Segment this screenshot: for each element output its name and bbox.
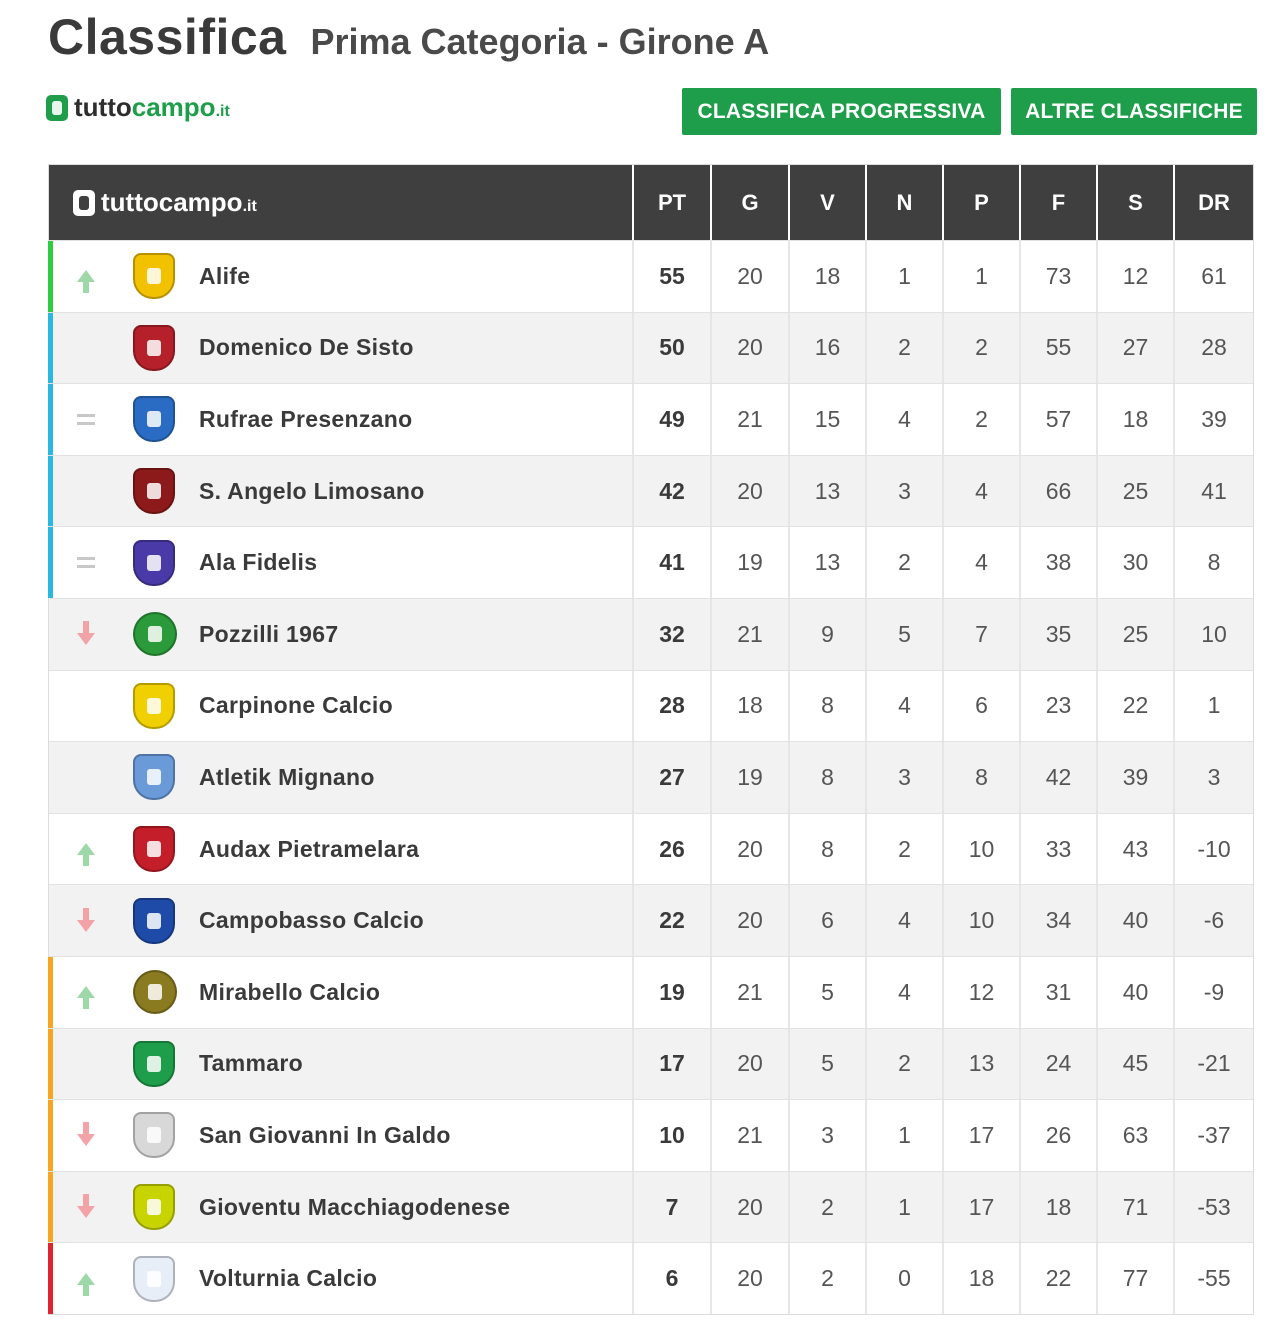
stat-n: 2 xyxy=(865,313,942,384)
team-name[interactable]: Volturnia Calcio xyxy=(199,1265,378,1292)
stat-s: 43 xyxy=(1096,814,1173,885)
table-header-brand: tuttocampo.it xyxy=(49,165,632,240)
stat-n: 4 xyxy=(865,957,942,1028)
stat-g: 21 xyxy=(710,1100,788,1171)
team-name[interactable]: Audax Pietramelara xyxy=(199,835,420,862)
page-title-row xyxy=(48,8,769,66)
stat-s: 71 xyxy=(1096,1172,1173,1243)
stat-v: 5 xyxy=(788,1029,865,1100)
stat-dr: 61 xyxy=(1173,241,1253,312)
stat-pt: 7 xyxy=(632,1172,710,1243)
team-crest-icon[interactable] xyxy=(133,898,175,944)
stat-g: 20 xyxy=(710,1029,788,1100)
team-cell[interactable] xyxy=(49,1100,632,1171)
stat-f: 24 xyxy=(1019,1029,1096,1100)
stat-v: 8 xyxy=(788,742,865,813)
stat-v: 2 xyxy=(788,1243,865,1314)
stat-pt: 19 xyxy=(632,957,710,1028)
column-header-g[interactable]: G xyxy=(710,165,788,240)
stat-pt: 27 xyxy=(632,742,710,813)
stat-n: 2 xyxy=(865,527,942,598)
stat-v: 6 xyxy=(788,885,865,956)
stat-pt: 55 xyxy=(632,241,710,312)
stat-dr: 3 xyxy=(1173,742,1253,813)
table-row[interactable] xyxy=(49,312,1253,384)
team-name[interactable]: Gioventu Macchiagodenese xyxy=(199,1193,511,1220)
trend-none xyxy=(75,763,97,791)
stat-dr: 28 xyxy=(1173,313,1253,384)
stat-p: 4 xyxy=(942,456,1019,527)
stat-f: 31 xyxy=(1019,957,1096,1028)
page-subtitle: Prima Categoria - Girone A xyxy=(310,21,770,62)
team-crest-icon[interactable] xyxy=(133,253,175,299)
team-cell[interactable] xyxy=(49,1243,632,1314)
stat-g: 21 xyxy=(710,384,788,455)
stat-f: 38 xyxy=(1019,527,1096,598)
team-crest-icon[interactable] xyxy=(133,540,175,586)
team-cell[interactable] xyxy=(49,885,632,956)
stat-v: 16 xyxy=(788,313,865,384)
stat-v: 18 xyxy=(788,241,865,312)
stat-pt: 42 xyxy=(632,456,710,527)
trend-down-icon xyxy=(75,1193,97,1221)
team-crest-icon[interactable] xyxy=(133,1041,175,1087)
team-crest-icon[interactable] xyxy=(133,1256,175,1302)
stat-f: 22 xyxy=(1019,1243,1096,1314)
stat-dr: -37 xyxy=(1173,1100,1253,1171)
stat-g: 21 xyxy=(710,599,788,670)
stat-g: 18 xyxy=(710,671,788,742)
stat-p: 8 xyxy=(942,742,1019,813)
trend-down-icon xyxy=(75,1121,97,1149)
stat-dr: -53 xyxy=(1173,1172,1253,1243)
stat-dr: 1 xyxy=(1173,671,1253,742)
stat-f: 18 xyxy=(1019,1172,1096,1243)
team-name[interactable]: Pozzilli 1967 xyxy=(199,620,339,647)
team-crest-icon[interactable] xyxy=(133,612,177,656)
stat-g: 20 xyxy=(710,814,788,885)
team-cell[interactable] xyxy=(49,742,632,813)
team-name[interactable]: Rufrae Presenzano xyxy=(199,405,413,432)
stat-g: 20 xyxy=(710,885,788,956)
stat-n: 3 xyxy=(865,456,942,527)
team-name[interactable]: Carpinone Calcio xyxy=(199,692,393,719)
team-cell[interactable] xyxy=(49,456,632,527)
team-cell[interactable] xyxy=(49,241,632,312)
page-title: Classifica xyxy=(48,9,287,65)
team-crest-icon[interactable] xyxy=(133,826,175,872)
stat-dr: -21 xyxy=(1173,1029,1253,1100)
stat-s: 25 xyxy=(1096,456,1173,527)
stat-dr: -6 xyxy=(1173,885,1253,956)
stat-pt: 28 xyxy=(632,671,710,742)
table-row[interactable] xyxy=(49,1028,1253,1100)
stat-v: 13 xyxy=(788,456,865,527)
table-row[interactable] xyxy=(49,240,1253,312)
team-name[interactable]: Alife xyxy=(199,262,251,289)
classifica-progressiva-button[interactable]: CLASSIFICA PROGRESSIVA xyxy=(682,88,1001,135)
team-cell[interactable] xyxy=(49,957,632,1028)
team-cell[interactable] xyxy=(49,1172,632,1243)
trend-up-icon xyxy=(75,835,97,863)
team-crest-icon[interactable] xyxy=(133,970,177,1014)
stat-pt: 26 xyxy=(632,814,710,885)
stat-g: 20 xyxy=(710,1243,788,1314)
stat-g: 19 xyxy=(710,742,788,813)
stat-s: 12 xyxy=(1096,241,1173,312)
stat-s: 25 xyxy=(1096,599,1173,670)
stat-s: 77 xyxy=(1096,1243,1173,1314)
stat-p: 17 xyxy=(942,1172,1019,1243)
table-row[interactable] xyxy=(49,598,1253,670)
stat-f: 35 xyxy=(1019,599,1096,670)
trend-none xyxy=(75,692,97,720)
trend-equal-icon xyxy=(75,405,97,433)
stat-g: 20 xyxy=(710,313,788,384)
stat-v: 5 xyxy=(788,957,865,1028)
stat-s: 40 xyxy=(1096,957,1173,1028)
stat-p: 17 xyxy=(942,1100,1019,1171)
stat-p: 1 xyxy=(942,241,1019,312)
stat-f: 34 xyxy=(1019,885,1096,956)
trend-down-icon xyxy=(75,907,97,935)
column-header-p[interactable]: P xyxy=(942,165,1019,240)
team-name[interactable]: Ala Fidelis xyxy=(199,549,318,576)
stat-p: 6 xyxy=(942,671,1019,742)
stat-dr: 10 xyxy=(1173,599,1253,670)
stat-g: 20 xyxy=(710,241,788,312)
stat-pt: 6 xyxy=(632,1243,710,1314)
team-crest-icon[interactable] xyxy=(133,754,175,800)
team-name[interactable]: Atletik Mignano xyxy=(199,763,375,790)
table-row[interactable] xyxy=(49,455,1253,527)
team-cell[interactable] xyxy=(49,1029,632,1100)
stat-n: 3 xyxy=(865,742,942,813)
stat-s: 40 xyxy=(1096,885,1173,956)
stat-s: 63 xyxy=(1096,1100,1173,1171)
stat-n: 4 xyxy=(865,384,942,455)
stat-s: 18 xyxy=(1096,384,1173,455)
team-cell[interactable] xyxy=(49,599,632,670)
team-name[interactable]: Mirabello Calcio xyxy=(199,978,381,1005)
stat-f: 42 xyxy=(1019,742,1096,813)
table-row[interactable] xyxy=(49,1242,1253,1314)
stat-s: 39 xyxy=(1096,742,1173,813)
column-header-n[interactable]: N xyxy=(865,165,942,240)
stat-v: 2 xyxy=(788,1172,865,1243)
table-row[interactable] xyxy=(49,670,1253,742)
stat-n: 2 xyxy=(865,1029,942,1100)
stat-f: 57 xyxy=(1019,384,1096,455)
stat-v: 15 xyxy=(788,384,865,455)
stat-n: 4 xyxy=(865,671,942,742)
team-cell[interactable] xyxy=(49,313,632,384)
stat-s: 22 xyxy=(1096,671,1173,742)
stat-p: 10 xyxy=(942,814,1019,885)
stat-p: 7 xyxy=(942,599,1019,670)
stat-dr: 41 xyxy=(1173,456,1253,527)
stat-v: 3 xyxy=(788,1100,865,1171)
stat-p: 10 xyxy=(942,885,1019,956)
stat-dr: -9 xyxy=(1173,957,1253,1028)
table-row[interactable] xyxy=(49,1099,1253,1171)
trend-down-icon xyxy=(75,620,97,648)
team-crest-icon[interactable] xyxy=(133,396,175,442)
column-header-pt[interactable]: PT xyxy=(632,165,710,240)
stat-pt: 49 xyxy=(632,384,710,455)
team-cell[interactable] xyxy=(49,671,632,742)
team-name[interactable]: Tammaro xyxy=(199,1050,303,1077)
stat-pt: 10 xyxy=(632,1100,710,1171)
altre-classifiche-button[interactable]: ALTRE CLASSIFICHE xyxy=(1011,88,1257,135)
stat-pt: 17 xyxy=(632,1029,710,1100)
tuttocampo-logo-icon xyxy=(73,190,95,216)
brand-text: tuttocampo.it xyxy=(74,92,230,122)
table-row[interactable] xyxy=(49,884,1253,956)
stat-g: 19 xyxy=(710,527,788,598)
stat-v: 13 xyxy=(788,527,865,598)
stat-s: 27 xyxy=(1096,313,1173,384)
stat-g: 20 xyxy=(710,1172,788,1243)
stat-f: 33 xyxy=(1019,814,1096,885)
team-crest-icon[interactable] xyxy=(133,1112,175,1158)
stat-s: 30 xyxy=(1096,527,1173,598)
stat-p: 2 xyxy=(942,384,1019,455)
team-crest-icon[interactable] xyxy=(133,325,175,371)
team-crest-icon[interactable] xyxy=(133,468,175,514)
stat-g: 21 xyxy=(710,957,788,1028)
trend-none xyxy=(75,1050,97,1078)
stat-v: 8 xyxy=(788,671,865,742)
team-cell[interactable] xyxy=(49,527,632,598)
stat-f: 26 xyxy=(1019,1100,1096,1171)
team-cell[interactable] xyxy=(49,384,632,455)
table-body xyxy=(49,240,1253,1314)
stat-n: 5 xyxy=(865,599,942,670)
team-name[interactable]: S. Angelo Limosano xyxy=(199,477,425,504)
stat-f: 73 xyxy=(1019,241,1096,312)
team-crest-icon[interactable] xyxy=(133,683,175,729)
stat-n: 1 xyxy=(865,1172,942,1243)
stat-n: 0 xyxy=(865,1243,942,1314)
stat-p: 2 xyxy=(942,313,1019,384)
team-crest-icon[interactable] xyxy=(133,1184,175,1230)
table-row[interactable] xyxy=(49,383,1253,455)
stat-pt: 50 xyxy=(632,313,710,384)
trend-up-icon xyxy=(75,262,97,290)
table-header xyxy=(49,165,1253,240)
stat-v: 9 xyxy=(788,599,865,670)
trend-none xyxy=(75,334,97,362)
trend-equal-icon xyxy=(75,549,97,577)
stat-pt: 41 xyxy=(632,527,710,598)
column-header-v[interactable]: V xyxy=(788,165,865,240)
team-name[interactable]: Campobasso Calcio xyxy=(199,907,424,934)
stat-n: 1 xyxy=(865,1100,942,1171)
column-header-dr[interactable]: DR xyxy=(1173,165,1253,240)
stat-f: 23 xyxy=(1019,671,1096,742)
stat-dr: -10 xyxy=(1173,814,1253,885)
stat-pt: 32 xyxy=(632,599,710,670)
stat-p: 18 xyxy=(942,1243,1019,1314)
stat-f: 66 xyxy=(1019,456,1096,527)
trend-none xyxy=(75,477,97,505)
stat-p: 4 xyxy=(942,527,1019,598)
team-cell[interactable] xyxy=(49,814,632,885)
stat-n: 1 xyxy=(865,241,942,312)
tuttocampo-logo-icon xyxy=(46,95,68,121)
table-row[interactable] xyxy=(49,526,1253,598)
stat-p: 12 xyxy=(942,957,1019,1028)
brand-logo[interactable] xyxy=(46,92,230,123)
stat-pt: 22 xyxy=(632,885,710,956)
stat-dr: 8 xyxy=(1173,527,1253,598)
table-row[interactable] xyxy=(49,956,1253,1028)
table-row[interactable] xyxy=(49,741,1253,813)
stat-n: 2 xyxy=(865,814,942,885)
stat-v: 8 xyxy=(788,814,865,885)
stat-dr: 39 xyxy=(1173,384,1253,455)
stat-dr: -55 xyxy=(1173,1243,1253,1314)
trend-up-icon xyxy=(75,978,97,1006)
stat-s: 45 xyxy=(1096,1029,1173,1100)
team-name[interactable]: Domenico De Sisto xyxy=(199,334,414,361)
table-row[interactable] xyxy=(49,813,1253,885)
stat-g: 20 xyxy=(710,456,788,527)
team-name[interactable]: San Giovanni In Galdo xyxy=(199,1121,451,1148)
trend-up-icon xyxy=(75,1265,97,1293)
stat-n: 4 xyxy=(865,885,942,956)
column-header-s[interactable]: S xyxy=(1096,165,1173,240)
stat-f: 55 xyxy=(1019,313,1096,384)
column-header-f[interactable]: F xyxy=(1019,165,1096,240)
stat-p: 13 xyxy=(942,1029,1019,1100)
standings-table xyxy=(48,164,1254,1315)
table-row[interactable] xyxy=(49,1171,1253,1243)
